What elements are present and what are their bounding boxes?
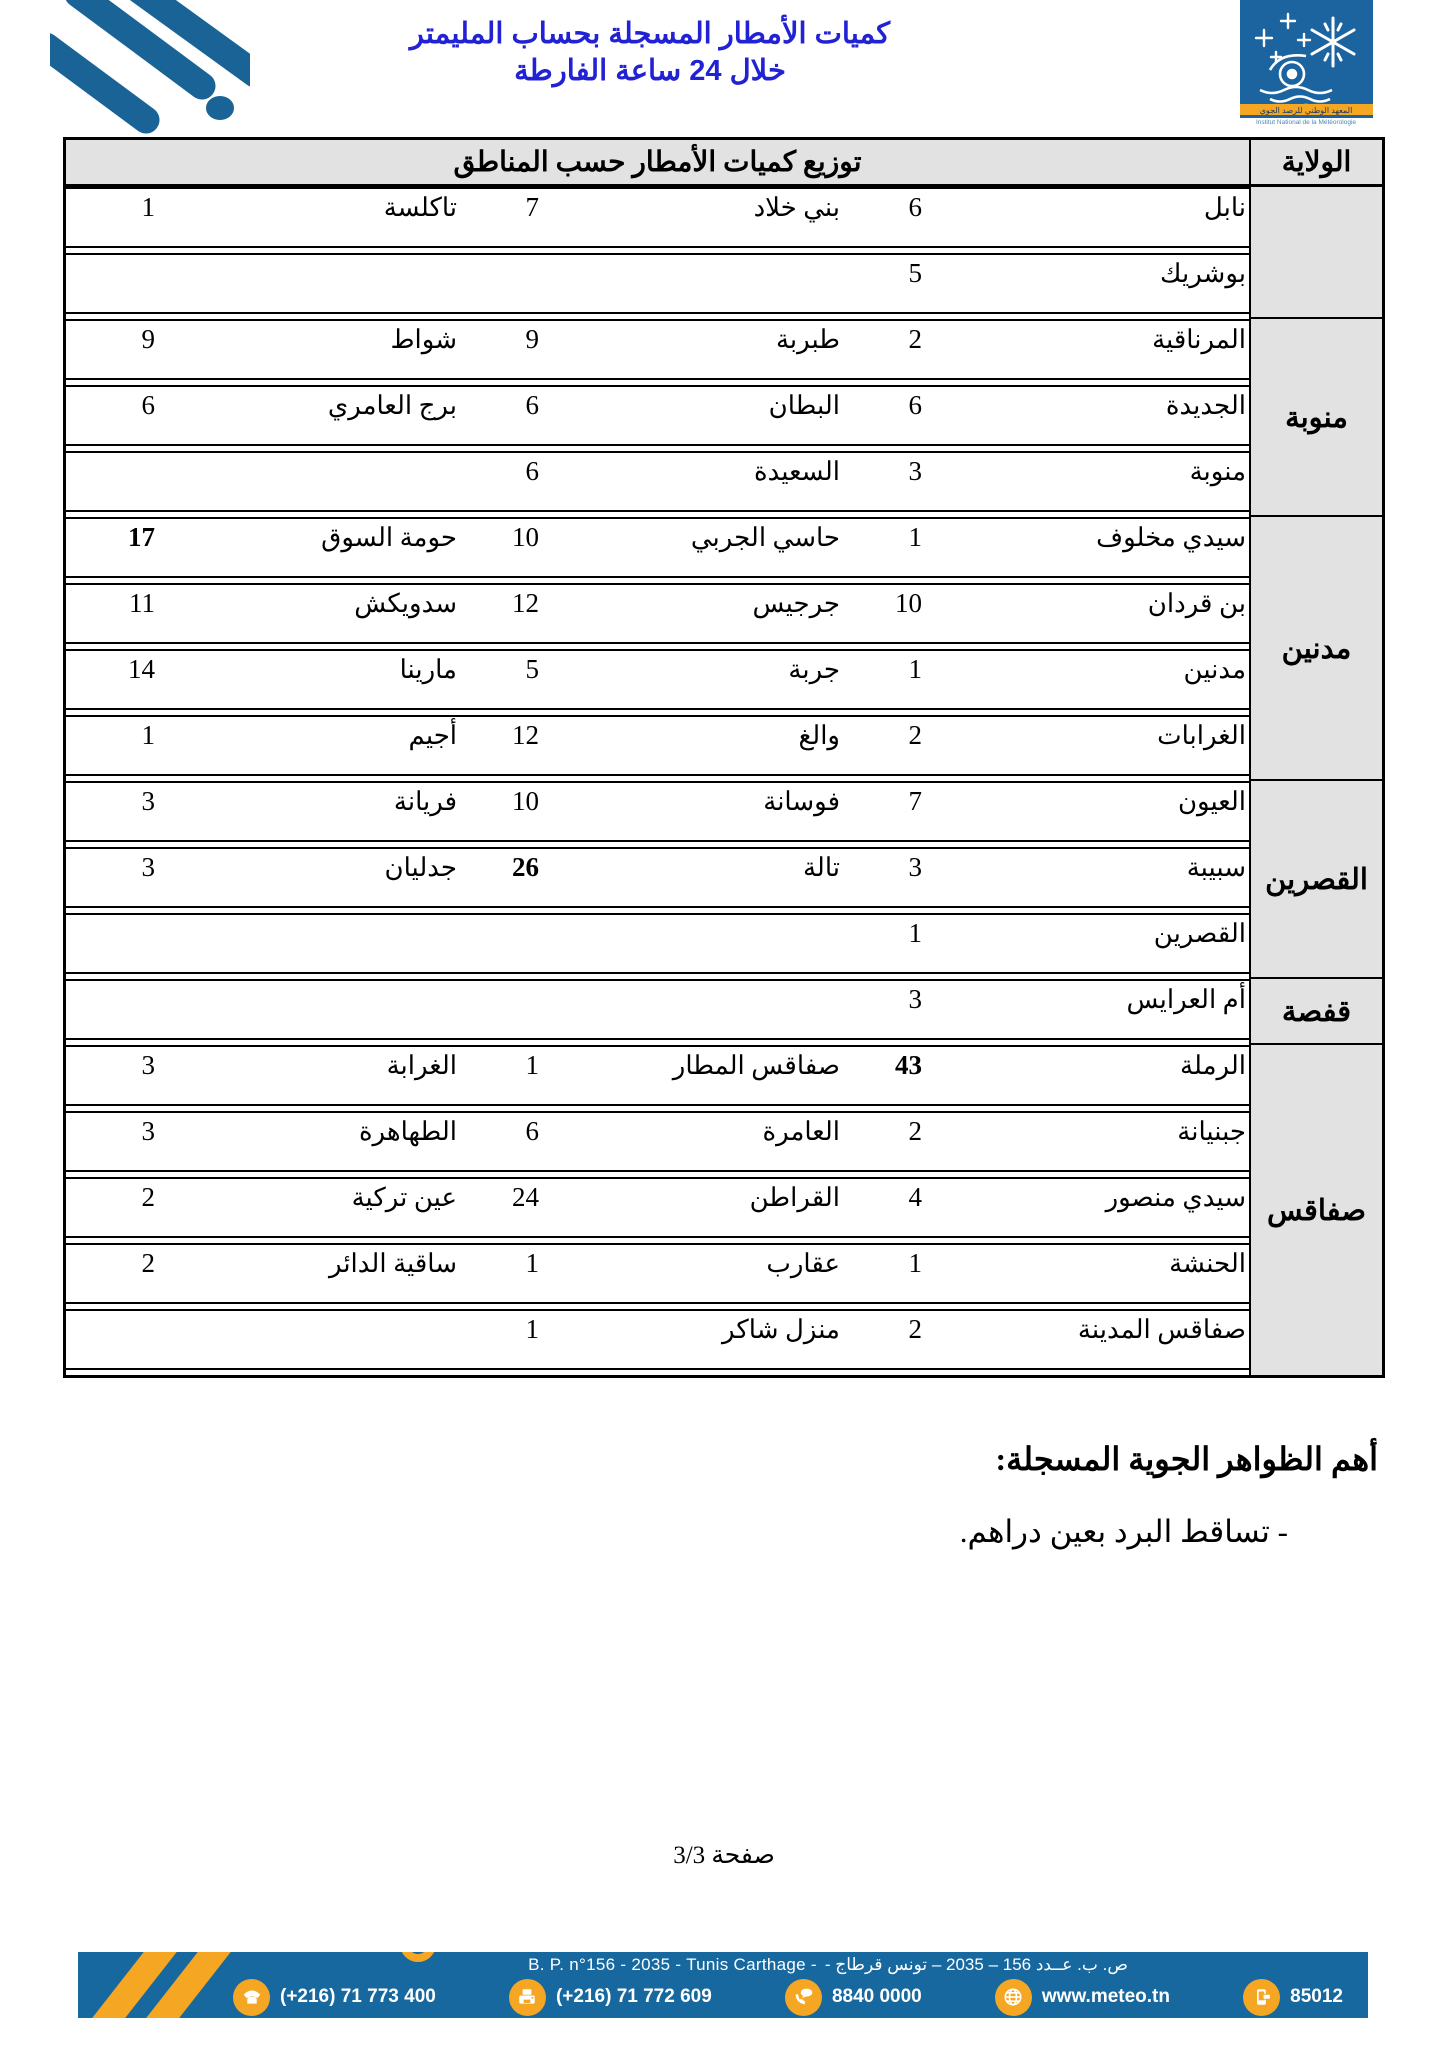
station-name: بوشريك (1160, 259, 1246, 288)
rain-value: 6 (525, 456, 539, 486)
station-name: جبنيانة (1177, 1117, 1246, 1146)
rain-value: 5 (525, 654, 539, 684)
footer-contacts (233, 1976, 1343, 2018)
stripe-dot (206, 96, 234, 120)
rain-value: 1 (908, 918, 922, 948)
column-header-distribution: توزيع كميات الأمطار حسب المناطق (66, 140, 1249, 184)
rain-value: 43 (895, 1050, 922, 1080)
station-name (549, 255, 843, 312)
station-name: صفاقس المطار (672, 1051, 840, 1080)
weather-phenomena-section (960, 1438, 1378, 1552)
station-name: سيدي مخلوف (1096, 523, 1246, 552)
rain-value (66, 1311, 165, 1368)
rain-value: 11 (129, 588, 155, 618)
table-row (66, 979, 1249, 1040)
contact-website (995, 1979, 1170, 2016)
table-row (66, 715, 1249, 776)
station-name: حومة السوق (321, 523, 457, 552)
rain-value: 2 (908, 1314, 922, 1344)
globe-icon (995, 1979, 1032, 2016)
rain-value: 3 (908, 852, 922, 882)
contact-value: (+216) 71 772 609 (555, 1986, 712, 2007)
rain-value: 6 (525, 1116, 539, 1146)
rain-value: 12 (512, 720, 539, 750)
station-name: نابل (1203, 193, 1246, 222)
station-name: فوسانة (763, 787, 840, 816)
wilaya-label: قفصة (1281, 995, 1352, 1028)
rain-value: 9 (525, 324, 539, 354)
rain-value (66, 453, 165, 510)
contact-fax (509, 1979, 712, 2016)
rain-value: 2 (908, 720, 922, 750)
sms-icon (1243, 1979, 1280, 2016)
wilaya-cell (1251, 781, 1382, 979)
rain-value: 2 (908, 324, 922, 354)
phone-icon (233, 1979, 270, 2016)
station-name: السعيدة (754, 457, 840, 486)
rain-value: 17 (128, 522, 155, 552)
wilaya-cell (1251, 517, 1382, 781)
rain-value: 7 (525, 192, 539, 222)
station-name: جدليان (384, 853, 457, 882)
rain-value: 3 (141, 852, 155, 882)
station-name: عقارب (766, 1249, 840, 1278)
station-name: الغرابة (386, 1051, 457, 1080)
table-row (66, 1309, 1249, 1370)
rain-value: 7 (908, 786, 922, 816)
rain-value: 10 (895, 588, 922, 618)
station-name: الرملة (1180, 1051, 1246, 1080)
rain-value: 14 (128, 654, 155, 684)
rain-value: 2 (141, 1182, 155, 1212)
station-name: تالة (802, 853, 840, 882)
contact-callcenter (785, 1979, 922, 2016)
station-name: بن قردان (1147, 589, 1246, 618)
rain-value (460, 981, 549, 1038)
wilaya-label: القصرين (1265, 863, 1368, 896)
station-name: جربة (788, 655, 840, 684)
inm-caption-french: Institut National de la Météorologie (1255, 119, 1357, 126)
station-name: طبربة (775, 325, 840, 354)
rain-value (460, 255, 549, 312)
table-row (66, 319, 1249, 380)
rain-value: 6 (908, 390, 922, 420)
rain-value: 10 (512, 786, 539, 816)
station-name: أجيم (408, 721, 457, 750)
station-name: أم العرايس (1126, 985, 1246, 1014)
rain-value: 1 (525, 1050, 539, 1080)
station-name: الغرابات (1157, 721, 1246, 750)
inm-caption-arabic: المعهد الوطني للرصد الجوي (1259, 106, 1353, 115)
fax-icon (509, 1979, 546, 2016)
rain-value: 24 (512, 1182, 539, 1212)
table-row (66, 847, 1249, 908)
station-name (165, 453, 460, 510)
station-name (165, 255, 460, 312)
station-name: القصرين (1153, 919, 1246, 948)
station-name: حاسي الجربي (690, 523, 840, 552)
rain-value: 1 (908, 654, 922, 684)
station-name (165, 915, 460, 972)
station-name: سدويكش (354, 589, 457, 618)
footer-address (78, 1955, 1368, 1975)
table-row (66, 913, 1249, 974)
rain-value: 10 (512, 522, 539, 552)
rain-value: 4 (908, 1182, 922, 1212)
rain-value: 1 (908, 1248, 922, 1278)
wilaya-cell (1251, 979, 1382, 1045)
contact-value: www.meteo.tn (1041, 1986, 1170, 2007)
phenomena-item: - تساقط البرد بعين دراهم. (959, 1514, 1288, 1549)
contact-value: 85012 (1290, 1986, 1343, 2007)
table-row (66, 1111, 1249, 1172)
station-name: البطان (768, 391, 840, 420)
phenomena-heading: أهم الظواهر الجوية المسجلة: (995, 1441, 1378, 1477)
rain-value: 3 (141, 1116, 155, 1146)
station-name: ساقية الدائر (328, 1249, 457, 1278)
station-name: منوبة (1189, 457, 1246, 486)
table-row (66, 781, 1249, 842)
contact-value: (+216) 71 773 400 (280, 1986, 436, 2007)
table-row (66, 385, 1249, 446)
rain-value: 26 (512, 852, 539, 882)
rain-value: 6 (141, 390, 155, 420)
station-name: المرناقية (1152, 325, 1246, 354)
rain-value: 2 (908, 1116, 922, 1146)
table-row (66, 1177, 1249, 1238)
rain-value: 3 (908, 456, 922, 486)
station-name (549, 915, 843, 972)
wilaya-label: مدنين (1281, 632, 1352, 665)
address-latin: B. P. n°156 - 2035 - Tunis Carthage - (528, 1955, 817, 1974)
rain-value: 2 (141, 1248, 155, 1278)
station-name: فريانة (393, 787, 457, 816)
rain-value: 3 (141, 1050, 155, 1080)
address-arabic: ص. ب. عــدد 156 – 2035 – تونس قرطاج - (824, 1955, 1128, 1974)
rain-value: 3 (141, 786, 155, 816)
callcenter-icon (785, 1979, 822, 2016)
station-name (165, 981, 460, 1038)
table-row (66, 187, 1249, 248)
rain-value: 3 (908, 984, 922, 1014)
station-name: الحنشة (1169, 1249, 1246, 1278)
rain-value (66, 915, 165, 972)
station-name: تاكلسة (383, 193, 457, 222)
table-row (66, 649, 1249, 710)
station-name: شواط (390, 325, 457, 354)
title-line-1: كميات الأمطار المسجلة بحساب المليمتر (409, 18, 891, 50)
station-name: صفاقس المدينة (1077, 1315, 1246, 1344)
wilaya-cell (1251, 1045, 1382, 1375)
contact-value: 8840 0000 (831, 1986, 922, 2007)
rows-column (66, 187, 1249, 1375)
rain-value: 12 (512, 588, 539, 618)
rain-value (66, 981, 165, 1038)
station-name: برج العامري (327, 391, 457, 420)
wilaya-column (1249, 187, 1382, 1375)
rain-stripes-logo (50, 0, 250, 138)
footer-bar (78, 1952, 1368, 2018)
page-number: صفحة 3/3 (673, 1842, 775, 1869)
station-name: العيون (1177, 787, 1246, 816)
station-name: سيدي منصور (1105, 1183, 1246, 1212)
rain-value: 6 (908, 192, 922, 222)
station-name: مارينا (399, 655, 457, 684)
wilaya-label: منوبة (1285, 401, 1348, 434)
rain-value: 1 (525, 1314, 539, 1344)
rainfall-table (63, 137, 1385, 1378)
rain-value (460, 915, 549, 972)
rain-value: 5 (908, 258, 922, 288)
title-line-2: خلال 24 ساعة الفارطة (514, 55, 786, 87)
station-name (549, 981, 843, 1038)
wilaya-label: صفاقس (1267, 1194, 1366, 1227)
station-name: الجديدة (1165, 391, 1246, 420)
rain-value: 1 (525, 1248, 539, 1278)
rain-value: 9 (141, 324, 155, 354)
wilaya-cell (1251, 319, 1382, 517)
station-name: العامرة (762, 1117, 840, 1146)
table-row (66, 253, 1249, 314)
rain-value (66, 255, 165, 312)
contact-phone (233, 1979, 436, 2016)
station-name: الطهاهرة (358, 1117, 457, 1146)
station-name: عين تركية (351, 1183, 457, 1212)
page-title (320, 16, 980, 90)
inm-emblem (1240, 0, 1373, 126)
table-row (66, 583, 1249, 644)
table-header-row (66, 140, 1382, 187)
station-name: بني خلاد (753, 193, 840, 222)
table-row (66, 451, 1249, 512)
station-name: القراطن (749, 1183, 840, 1212)
station-name: منزل شاكر (722, 1315, 840, 1344)
station-name: جرجيس (752, 589, 840, 618)
rain-value: 6 (525, 390, 539, 420)
table-row (66, 517, 1249, 578)
station-name: مدنين (1183, 655, 1246, 684)
rain-value: 1 (141, 720, 155, 750)
rain-value: 1 (141, 192, 155, 222)
station-name: والغ (798, 721, 840, 750)
station-name (165, 1311, 460, 1368)
rain-value: 1 (908, 522, 922, 552)
station-name: سبيبة (1186, 853, 1246, 882)
table-body (66, 187, 1382, 1375)
table-row (66, 1243, 1249, 1304)
wilaya-cell (1251, 187, 1382, 319)
table-row (66, 1045, 1249, 1106)
contact-sms (1243, 1979, 1343, 2016)
column-header-wilaya: الولاية (1249, 140, 1382, 184)
